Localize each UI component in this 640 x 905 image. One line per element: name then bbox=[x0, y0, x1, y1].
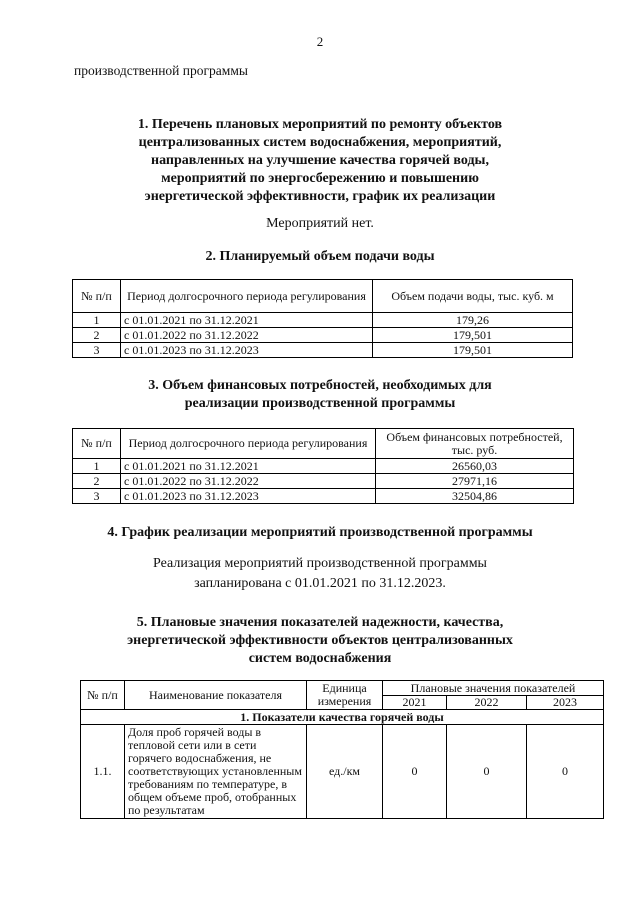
cell-period: с 01.01.2022 по 31.12.2022 bbox=[121, 328, 373, 343]
supply-volume-table bbox=[72, 279, 573, 358]
section-5-title-line: энергетической эффективности объектов централизованных bbox=[127, 633, 513, 648]
table-row bbox=[73, 489, 574, 504]
section-4-title: 4. График реализации мероприятий производственной программы bbox=[107, 525, 533, 540]
cell-period: с 01.01.2022 по 31.12.2022 bbox=[121, 474, 376, 489]
col-header-number: № п/п bbox=[81, 681, 125, 710]
cell-unit: ед./км bbox=[307, 725, 383, 819]
table-row bbox=[73, 343, 573, 358]
table-row bbox=[81, 725, 604, 819]
cell-period: с 01.01.2023 по 31.12.2023 bbox=[121, 343, 373, 358]
section-3-title-line: реализации производственной программы bbox=[184, 396, 456, 411]
col-header-period: Период долгосрочного периода регулирования bbox=[121, 429, 376, 459]
cell-finance: 32504,86 bbox=[376, 489, 574, 504]
col-header-number: № п/п bbox=[73, 429, 121, 459]
section-4-note-line: запланирована с 01.01.2021 по 31.12.2023. bbox=[194, 576, 446, 591]
table-header-row bbox=[73, 280, 573, 313]
col-header-number: № п/п bbox=[73, 280, 121, 313]
section-1-title-line: энергетической эффективности, график их реализации bbox=[144, 189, 496, 204]
section-1-title-line: централизованных систем водоснабжения, мероприятий, bbox=[138, 135, 502, 150]
col-header-unit: Единица измерения bbox=[307, 681, 383, 710]
cell-indicator-name: Доля проб горячей воды в тепловой сети или в сети горячего водоснабжения, не соответствующих установленным требованиям по температуре, в общем объеме проб, отобранных по результатам bbox=[125, 725, 307, 819]
col-header-year: 2023 bbox=[527, 696, 604, 710]
group-heading: 1. Показатели качества горячей воды bbox=[81, 710, 604, 725]
col-header-year: 2022 bbox=[447, 696, 527, 710]
table-row bbox=[73, 459, 574, 474]
cell-volume: 179,26 bbox=[373, 313, 573, 328]
continuation-text: производственной программы bbox=[74, 63, 248, 78]
section-3-title-line: 3. Объем финансовых потребностей, необходимых для bbox=[148, 378, 492, 393]
cell-volume: 179,501 bbox=[373, 328, 573, 343]
cell-period: с 01.01.2021 по 31.12.2021 bbox=[121, 459, 376, 474]
col-header-volume: Объем подачи воды, тыс. куб. м bbox=[373, 280, 573, 313]
table-header-row bbox=[73, 429, 574, 459]
col-header-planned: Плановые значения показателей bbox=[383, 681, 604, 696]
cell-finance: 26560,03 bbox=[376, 459, 574, 474]
cell-finance: 27971,16 bbox=[376, 474, 574, 489]
section-1-title-line: направленных на улучшение качества горячей воды, bbox=[151, 153, 489, 168]
financial-needs-table bbox=[72, 428, 574, 504]
cell-value-2023: 0 bbox=[527, 725, 604, 819]
table-row bbox=[73, 474, 574, 489]
cell-period: с 01.01.2021 по 31.12.2021 bbox=[121, 313, 373, 328]
section-1-title-line: мероприятий по энергосбережению и повышению bbox=[161, 171, 479, 186]
cell-number: 2 bbox=[73, 474, 121, 489]
indicators-table bbox=[80, 680, 604, 819]
section-5-title-line: систем водоснабжения bbox=[248, 651, 392, 666]
table-row bbox=[73, 328, 573, 343]
col-header-period: Период долгосрочного периода регулирования bbox=[121, 280, 373, 313]
section-5-title bbox=[0, 614, 640, 668]
col-header-indicator: Наименование показателя bbox=[125, 681, 307, 710]
cell-period: с 01.01.2023 по 31.12.2023 bbox=[121, 489, 376, 504]
table-header-row bbox=[81, 681, 604, 696]
table-group-row bbox=[81, 710, 604, 725]
cell-number: 3 bbox=[73, 489, 121, 504]
cell-number: 2 bbox=[73, 328, 121, 343]
cell-number: 3 bbox=[73, 343, 121, 358]
section-5-title-line: 5. Плановые значения показателей надежности, качества, bbox=[136, 615, 504, 630]
col-header-finance: Объем финансовых потребностей, тыс. руб. bbox=[376, 429, 574, 459]
cell-number: 1 bbox=[73, 313, 121, 328]
page-number: 2 bbox=[316, 34, 324, 49]
cell-value-2022: 0 bbox=[447, 725, 527, 819]
cell-number: 1 bbox=[73, 459, 121, 474]
col-header-year: 2021 bbox=[383, 696, 447, 710]
table-row bbox=[73, 313, 573, 328]
section-4-note bbox=[0, 554, 640, 594]
section-4-note-line: Реализация мероприятий производственной программы bbox=[153, 556, 487, 571]
section-1-note: Мероприятий нет. bbox=[266, 216, 374, 231]
cell-number: 1.1. bbox=[81, 725, 125, 819]
section-2-title: 2. Планируемый объем подачи воды bbox=[205, 249, 435, 264]
cell-value-2021: 0 bbox=[383, 725, 447, 819]
cell-volume: 179,501 bbox=[373, 343, 573, 358]
section-3-title bbox=[0, 377, 640, 413]
section-1-title-line: 1. Перечень плановых мероприятий по ремонту объектов bbox=[137, 117, 503, 132]
section-1-title bbox=[0, 116, 640, 206]
